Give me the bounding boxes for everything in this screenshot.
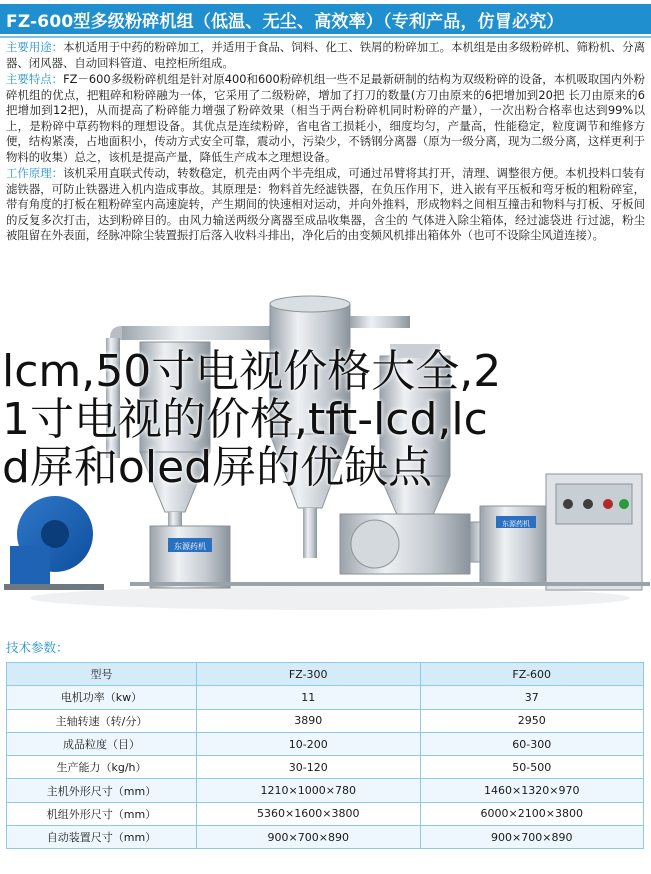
principle-paragraph	[6, 166, 645, 244]
table-cell: 37	[420, 686, 644, 709]
features-paragraph	[6, 72, 645, 165]
table-cell: 900×700×890	[420, 826, 644, 849]
table-cell: 1210×1000×780	[197, 779, 421, 802]
table-row	[7, 779, 644, 802]
table-cell: 900×700×890	[197, 826, 421, 849]
principle-label: 工作原理：	[6, 166, 64, 180]
table-cell: 2950	[420, 709, 644, 732]
table-cell: 5360×1600×3800	[197, 802, 421, 825]
table-cell: 11	[197, 686, 421, 709]
table-cell: 自动装置尺寸（mm）	[7, 826, 197, 849]
usage-label: 主要用途：	[6, 40, 64, 54]
table-row	[7, 756, 644, 779]
header-divider	[0, 36, 651, 38]
intro-section	[6, 40, 645, 245]
table-row	[7, 802, 644, 825]
table-cell: 电机功率（kw）	[7, 686, 197, 709]
right-cabinet-label: 东源药机	[502, 520, 530, 528]
table-cell: 30-120	[197, 756, 421, 779]
principle-text: 该机采用直联式传动，转数稳定，机壳由两个半壳组成，可通过吊臂将其打开，清理、调整很方便。本机投料口装有滤铁器，可防止铁器进入机内造成事故。其原理是：物料首先经滤铁器，在负压作用下，进入嵌有平压板和弯牙板的粗粉碎室，带有角度的打板在粗粉碎室内高速旋转，产生期间的快速相对运动，并向外推料，形成物料之间相互撞击和物料与打板、牙板间的反复多次打击，达到粉碎目的。由风力输送两级分离器至成品收集器，含尘的 气体进入除尘箱体，经过滤袋进 行过滤，粉尘被阻留在外表面，经脉冲除尘装置振打后落入收料斗排出，净化后的由变频风机排出箱体外（也可不设除尘风道连接）。	[6, 166, 645, 242]
table-cell: 生产能力（kg/h）	[7, 756, 197, 779]
table-row	[7, 686, 644, 709]
features-text: FZ－600多级粉碎机组是针对原400和600粉碎机组一些不足最新研制的结构为双级粉碎的设备，本机吸取国内外粉碎机组的优点，把粗碎和粉碎融为一体，它采用了二级粉碎，增加了打刀的数量(方刀由原来的6把增加到20把 长刀由原来的6把增加到12把)，从而提高了粉碎能力增强了粉碎效果（相当于两台粉碎机同时粉碎的产量），一次出粉合格率也达到99%以上，是粉碎中草药物料的理想设备。其优点是连续粉碎，省电省工损耗小，细度均匀，产量高，性能稳定，粒度调节和维修方便，结构紧凑，占地面积小，传动方式安全可靠，震动小，污染少，不锈钢分离器（原为一级分离，现为二级分离，这样更利于物料的收集）总之，该机是提高产量，降低生产成本之理想设备。	[6, 72, 645, 164]
spec-table	[6, 662, 644, 849]
table-cell: 10-200	[197, 732, 421, 755]
table-cell: 50-500	[420, 756, 644, 779]
table-row	[7, 826, 644, 849]
table-cell: 1460×1320×970	[420, 779, 644, 802]
table-cell: 主轴转速（转/分）	[7, 709, 197, 732]
overlay-headline: lcm,50寸电视价格大全,21寸电视的价格,tft-lcd,lcd屏和oled屏的优缺点	[2, 346, 502, 493]
usage-paragraph	[6, 40, 645, 71]
table-header-row	[7, 663, 644, 686]
table-cell: 机组外形尺寸（mm）	[7, 802, 197, 825]
page-title: FZ-600型多级粉碎机组（低温、无尘、高效率）（专利产品，仿冒必究）	[6, 11, 564, 32]
usage-text: 本机适用于中药的粉碎加工，并适用于食品、饲料、化工、铁屑的粉碎加工。本机组是由多级粉碎机、筛粉机、分离器、闭风器、自动回料管道、电控柜所组成。	[6, 40, 645, 70]
header-cell: FZ-300	[197, 663, 421, 686]
table-cell: 60-300	[420, 732, 644, 755]
table-cell: 成品粒度（目）	[7, 732, 197, 755]
header-cell: FZ-600	[420, 663, 644, 686]
table-cell: 6000×2100×3800	[420, 802, 644, 825]
header-band	[0, 4, 651, 34]
table-row	[7, 732, 644, 755]
features-label: 主要特点：	[6, 72, 64, 86]
table-cell: 3890	[197, 709, 421, 732]
table-cell: 主机外形尺寸（mm）	[7, 779, 197, 802]
header-cell: 型号	[7, 663, 197, 686]
specs-title: 技术参数：	[6, 640, 69, 655]
table-row	[7, 709, 644, 732]
left-cabinet-label: 东源药机	[174, 542, 206, 551]
